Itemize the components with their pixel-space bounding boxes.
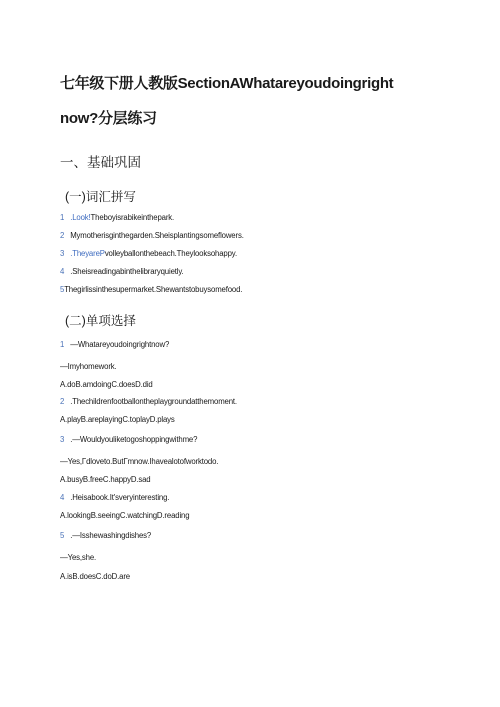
question-4-stem: 4 .Heisabook.It'sveryinteresting. <box>60 493 170 502</box>
part-heading-multiple-choice: (二)单项选择 <box>65 314 136 328</box>
question-5-answer-line: —Yes,she. <box>60 553 97 562</box>
question-2-options: A.playB.areplayingC.toplayD.plays <box>60 415 175 424</box>
question-1-options: A.doB.amdoingC.doesD.did <box>60 380 153 389</box>
question-1-stem: 1 —Whatareyoudoingrightnow? <box>60 340 170 349</box>
section-heading-basics: 一、基础巩固 <box>60 155 141 170</box>
document-title-line-2: now?分层练习 <box>60 110 157 127</box>
question-3-options: A.busyB.freeC.happyD.sad <box>60 475 151 484</box>
question-5-stem: 5 .—Isshewashingdishes? <box>60 531 152 540</box>
question-4-options: A.lookingB.seeingC.watchingD.reading <box>60 511 190 520</box>
vocab-item-1: 1 .Look!Theboyisrabikeinthepark. <box>60 213 175 222</box>
vocab-item-3: 3 .TheyarePvolleyballonthebeach.Theylooksohappy. <box>60 249 237 258</box>
question-3-answer-line: —Yes,Γdloveto.ButΓmnow.Ihavealotofworktodo. <box>60 457 219 466</box>
vocab-item-5: 5Thegirlissinthesupermarket.Shewantstobuysomefood. <box>60 285 243 294</box>
document-title-line-1: 七年级下册人教版SectionAWhatareyoudoingright <box>60 75 394 92</box>
question-5-options: A.isB.doesC.doD.are <box>60 572 130 581</box>
vocab-item-4: 4 .Sheisreadingabinthelibraryquietly. <box>60 267 184 276</box>
question-1-answer-line: —Imyhomework. <box>60 362 117 371</box>
question-2-stem: 2 .Thechildrenfootballontheplaygroundatthemoment. <box>60 397 237 406</box>
question-3-stem: 3 .—Wouldyouliketogoshoppingwithme? <box>60 435 198 444</box>
part-heading-vocabulary: (一)词汇拼写 <box>65 190 136 204</box>
vocab-item-2: 2 Mymotherisginthegarden.Sheisplantingsomeflowers. <box>60 231 244 240</box>
